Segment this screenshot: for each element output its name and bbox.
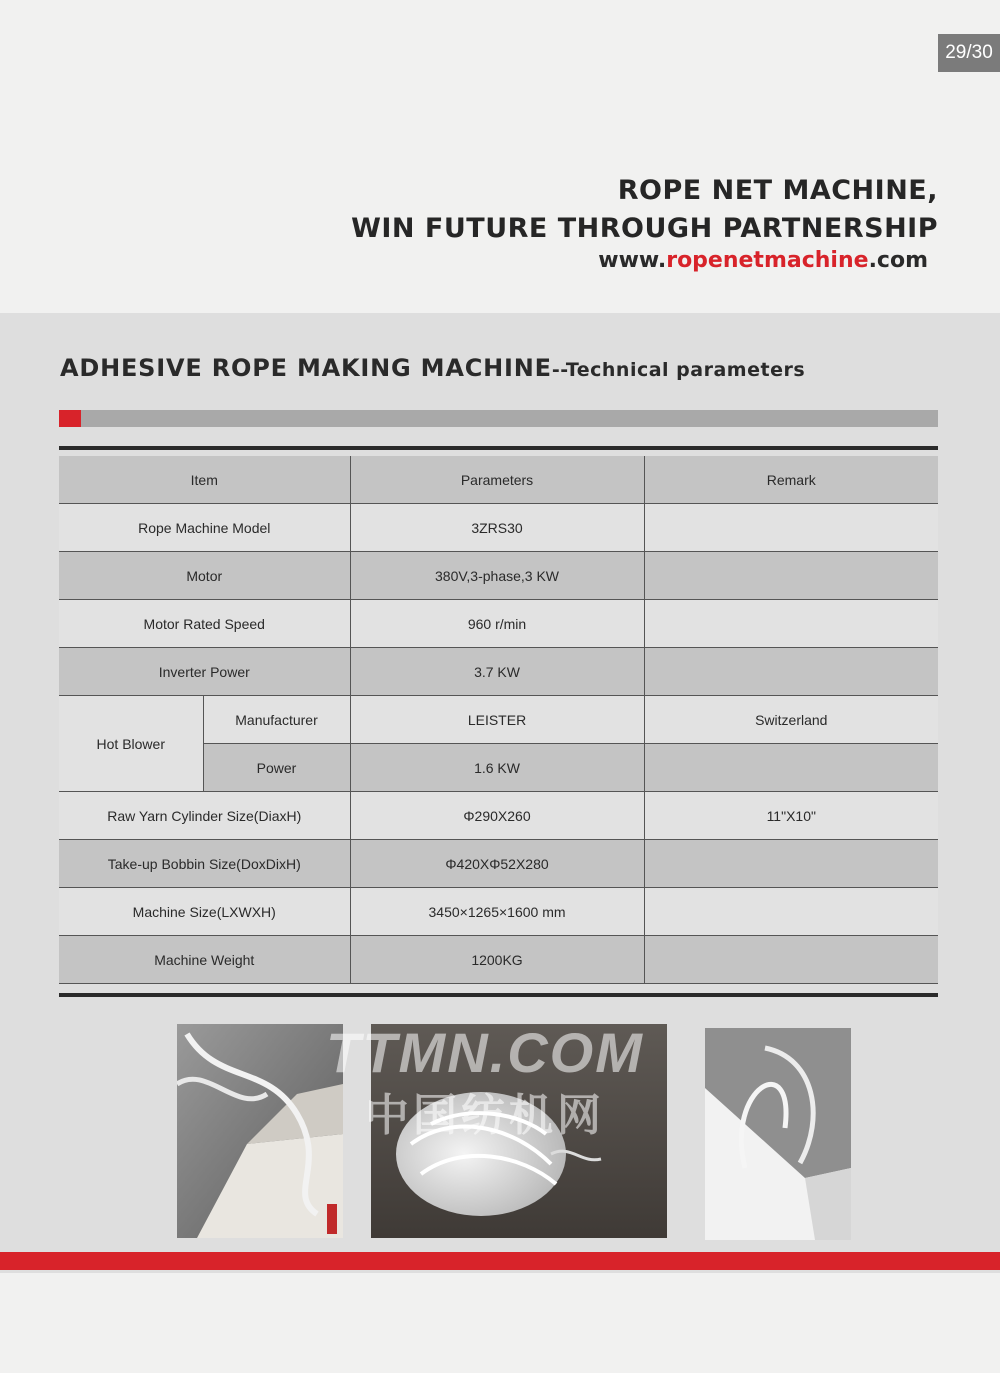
photo-paper-bag — [705, 1028, 851, 1240]
section-title-sub: --Technical parameters — [551, 359, 806, 381]
headline-line-1: ROPE NET MACHINE, — [617, 175, 938, 206]
row-remark: 11"X10" — [644, 792, 938, 840]
watermark-line-1: TTMN.COM — [326, 1021, 644, 1084]
website-prefix: www. — [598, 248, 667, 273]
row-item: Rope Machine Model — [59, 504, 350, 552]
table-row-hot-blower-manufacturer — [59, 696, 938, 744]
photo-rope-bag-handle-art — [177, 1024, 343, 1238]
photo-rope-coil — [371, 1024, 667, 1238]
row-remark — [644, 888, 938, 936]
row-parameters: Φ290X260 — [350, 792, 644, 840]
table-bottom-rule — [59, 993, 938, 997]
table-row — [59, 888, 938, 936]
row-item: Motor — [59, 552, 350, 600]
row-parameters: 3ZRS30 — [350, 504, 644, 552]
row-parameters: LEISTER — [350, 696, 644, 744]
header-remark: Remark — [644, 456, 938, 504]
watermark-line-2: 中国纺机网 — [365, 1091, 605, 1140]
row-parameters: 1.6 KW — [350, 744, 644, 792]
headline-line-2: WIN FUTURE THROUGH PARTNERSHIP — [351, 213, 938, 244]
row-subitem: Manufacturer — [203, 696, 350, 744]
headline — [351, 172, 938, 248]
row-remark: Switzerland — [644, 696, 938, 744]
photo-rope-coil-art — [371, 1024, 667, 1238]
row-remark — [644, 936, 938, 984]
row-parameters: 1200KG — [350, 936, 644, 984]
section-title-main: ADHESIVE ROPE MAKING MACHINE — [60, 354, 552, 382]
website-url[interactable] — [598, 248, 928, 273]
row-remark — [644, 600, 938, 648]
hot-blower-label: Hot Blower — [59, 696, 203, 792]
table-row — [59, 552, 938, 600]
website-brand: ropenetmachine — [666, 248, 869, 273]
row-remark — [644, 840, 938, 888]
row-item: Motor Rated Speed — [59, 600, 350, 648]
table-row — [59, 504, 938, 552]
row-remark — [644, 744, 938, 792]
row-parameters: 3450×1265×1600 mm — [350, 888, 644, 936]
table-row — [59, 648, 938, 696]
table-row — [59, 840, 938, 888]
header-parameters: Parameters — [350, 456, 644, 504]
title-underline-bar — [59, 410, 938, 427]
row-item: Raw Yarn Cylinder Size(DiaxH) — [59, 792, 350, 840]
row-item: Machine Weight — [59, 936, 350, 984]
spec-table — [59, 456, 938, 984]
website-suffix: .com — [868, 248, 928, 273]
row-item: Machine Size(LXWXH) — [59, 888, 350, 936]
page-number: 29/30 — [938, 34, 1000, 72]
row-remark — [644, 552, 938, 600]
photo-paper-bag-art — [705, 1028, 851, 1240]
table-top-rule — [59, 446, 938, 450]
table-row — [59, 936, 938, 984]
bottom-red-bar — [0, 1252, 1000, 1270]
row-remark — [644, 504, 938, 552]
table-row — [59, 792, 938, 840]
row-parameters: 380V,3-phase,3 KW — [350, 552, 644, 600]
row-subitem: Power — [203, 744, 350, 792]
row-parameters: 3.7 KW — [350, 648, 644, 696]
header-item: Item — [59, 456, 350, 504]
table-header-row — [59, 456, 938, 504]
red-accent-block — [59, 410, 81, 427]
row-remark — [644, 648, 938, 696]
row-item: Inverter Power — [59, 648, 350, 696]
row-parameters: Φ420XΦ52X280 — [350, 840, 644, 888]
photo-rope-bag-handle — [177, 1024, 343, 1238]
table-row — [59, 600, 938, 648]
row-parameters: 960 r/min — [350, 600, 644, 648]
row-item: Take-up Bobbin Size(DoxDixH) — [59, 840, 350, 888]
section-title — [60, 354, 805, 382]
